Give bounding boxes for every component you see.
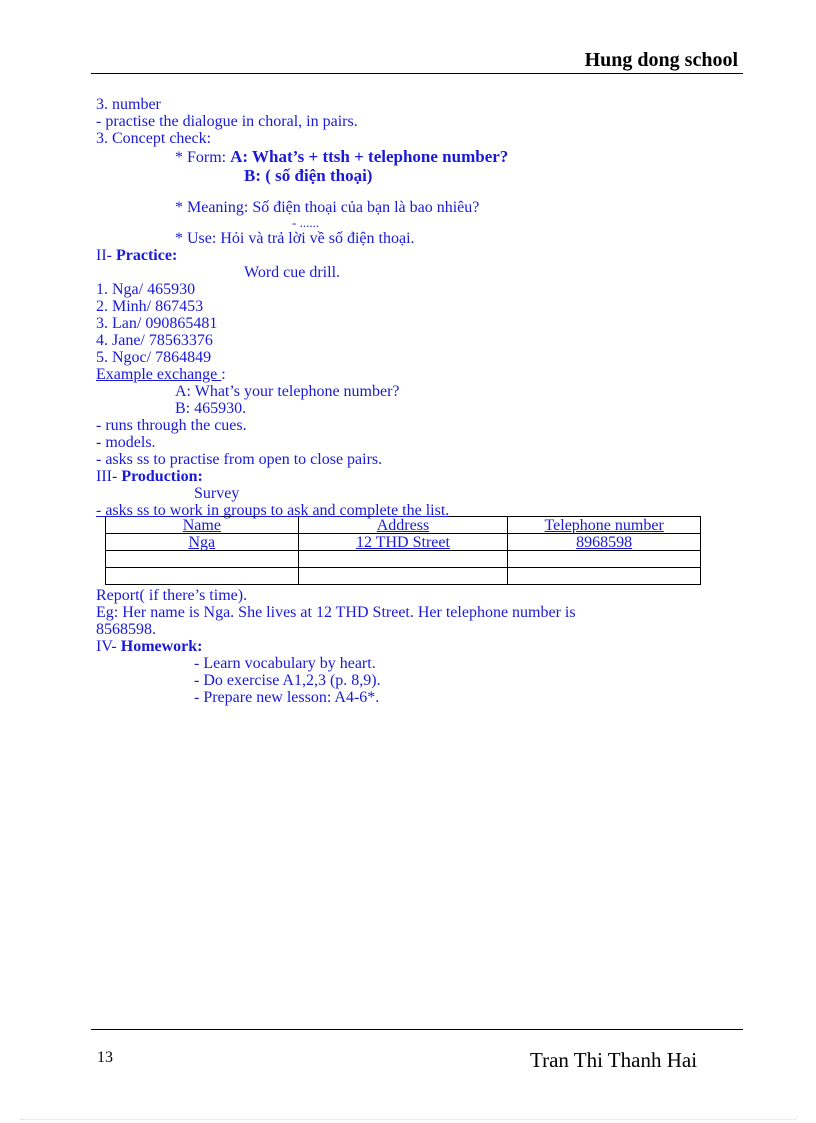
- line-concept-check: 3. Concept check:: [96, 130, 212, 147]
- meaning-line: * Meaning: Số điện thoại của bạn là bao nhiêu?: [175, 199, 480, 216]
- table-cell: [106, 568, 299, 585]
- table-header-cell: Address: [298, 517, 508, 534]
- example-sentence-cont: 8568598.: [96, 621, 156, 638]
- cue-item: 5. Ngoc/ 7864849: [96, 349, 212, 366]
- example-exchange-label: Example exchange :: [96, 366, 226, 383]
- table-header-cell: Telephone number: [508, 517, 701, 534]
- table-cell: [298, 551, 508, 568]
- practice-heading: [96, 247, 746, 264]
- table-header-row: [106, 517, 701, 534]
- form-line: [96, 147, 746, 167]
- homework-number: IV-: [96, 638, 121, 655]
- meaning-dots: - ......: [292, 215, 320, 230]
- homework-heading: [96, 638, 746, 655]
- table-row: [106, 534, 701, 551]
- example-sentence: Eg: Her name is Nga. She lives at 12 THD Street. Her telephone number is: [96, 604, 576, 621]
- production-title: Production:: [121, 468, 203, 485]
- table-cell: 8968598: [508, 534, 701, 551]
- homework-title: Homework:: [120, 638, 203, 655]
- example-label: Example exchange: [96, 366, 222, 383]
- homework-item: - Prepare new lesson: A4-6*.: [194, 689, 380, 706]
- table-cell: [508, 568, 701, 585]
- line-asks-groups: - asks ss to work in groups to ask and complete the list.: [96, 502, 450, 519]
- production-heading: [96, 468, 746, 485]
- line-models: - models.: [96, 434, 156, 451]
- page-bottom-edge: [20, 1119, 796, 1120]
- practice-number: II-: [96, 247, 116, 264]
- word-cue-drill: Word cue drill.: [244, 264, 341, 281]
- cue-item: 2. Minh/ 867453: [96, 298, 204, 315]
- table-row: [106, 551, 701, 568]
- form-b: B: ( số điện thoại): [244, 166, 373, 185]
- table-cell: Nga: [106, 534, 299, 551]
- table-row: [106, 568, 701, 585]
- production-number: III-: [96, 468, 122, 485]
- footer-rule: [91, 1029, 743, 1030]
- table-header-cell: Name: [106, 517, 299, 534]
- line-runs-through: - runs through the cues.: [96, 417, 247, 434]
- header-rule: [91, 73, 743, 74]
- table-cell: [508, 551, 701, 568]
- line-practise-dialogue: - practise the dialogue in choral, in pairs.: [96, 113, 358, 130]
- line-asks-pairs: - asks ss to practise from open to close pairs.: [96, 451, 383, 468]
- header-school-name: Hung dong school: [584, 49, 738, 71]
- homework-item: - Learn vocabulary by heart.: [194, 655, 376, 672]
- table-cell: [298, 568, 508, 585]
- survey-table: [105, 516, 701, 585]
- table-cell: [106, 551, 299, 568]
- use-line: * Use: Hỏi và trả lời về số điện thoại.: [175, 230, 415, 247]
- line-number: 3. number: [96, 96, 161, 113]
- form-a: A: What’s + ttsh + telephone number?: [230, 147, 509, 166]
- page-number: 13: [97, 1049, 113, 1066]
- example-b: B: 465930.: [175, 400, 247, 417]
- cue-item: 1. Nga/ 465930: [96, 281, 196, 298]
- report-line: Report( if there’s time).: [96, 587, 248, 604]
- example-a: A: What’s your telephone number?: [175, 383, 400, 400]
- footer-author: Tran Thi Thanh Hai: [530, 1048, 698, 1072]
- table-cell: 12 THD Street: [298, 534, 508, 551]
- cue-item: 3. Lan/ 090865481: [96, 315, 218, 332]
- cue-item: 4. Jane/ 78563376: [96, 332, 213, 349]
- survey-label: Survey: [194, 485, 240, 502]
- form-prefix: * Form:: [175, 149, 231, 166]
- practice-title: Practice:: [115, 247, 178, 264]
- lesson-body: [96, 96, 746, 706]
- homework-item: - Do exercise A1,2,3 (p. 8,9).: [194, 672, 381, 689]
